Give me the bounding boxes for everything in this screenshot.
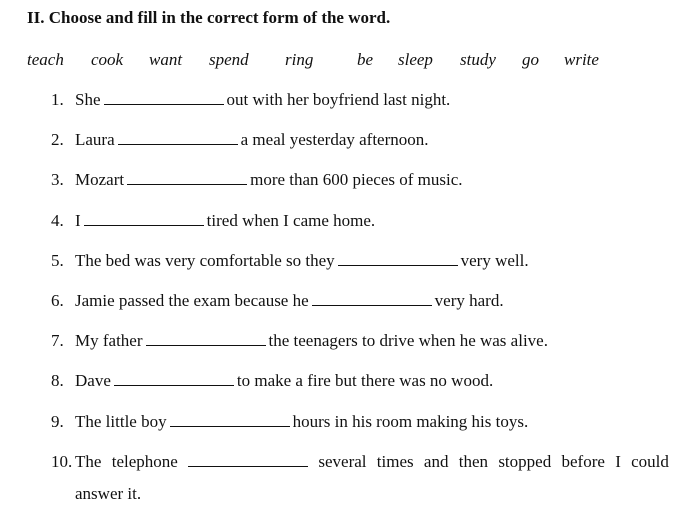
item-number: 7. [51, 331, 64, 350]
item-sentence [75, 251, 529, 271]
item-sentence [75, 412, 528, 432]
sentence-end: a meal yesterday afternoon. [240, 130, 429, 149]
sentence-start: Dave [75, 371, 111, 390]
item-sentence [75, 331, 548, 351]
sentence-end: more than 600 pieces of music. [250, 170, 463, 189]
item-sentence [75, 291, 504, 311]
answer-blank[interactable] [188, 452, 308, 467]
sentence-word: The [75, 452, 102, 471]
word-bank-item: spend [209, 50, 249, 69]
answer-blank[interactable] [338, 251, 458, 266]
item-number: 2. [51, 130, 64, 149]
item-sentence-line-2: answer it. [75, 484, 142, 503]
item-number: 9. [51, 412, 64, 431]
sentence-end: hours in his room making his toys. [292, 412, 529, 431]
sentence-start: Mozart [75, 170, 125, 189]
sentence-start: Laura [75, 130, 115, 149]
sentence-word: could [631, 452, 669, 471]
word-bank-item: write [564, 50, 599, 69]
sentence-end: to make a fire but there was no wood. [236, 371, 494, 390]
word-bank-item: cook [91, 50, 124, 69]
item-number: 10. [51, 452, 73, 471]
answer-blank[interactable] [84, 211, 204, 226]
item-sentence [75, 130, 429, 150]
item-number: 1. [51, 90, 64, 109]
sentence-start: I [75, 211, 81, 230]
sentence-start: She [75, 90, 101, 109]
item-number: 5. [51, 251, 64, 270]
item-sentence [75, 170, 463, 190]
word-bank [0, 50, 700, 72]
item-sentence [75, 211, 375, 231]
sentence-end: out with her boyfriend last night. [226, 90, 451, 109]
sentence-start: My father [75, 331, 143, 350]
sentence-start: Jamie passed the exam because he [75, 291, 309, 310]
item-sentence-line-1 [75, 452, 669, 472]
sentence-end: very well. [460, 251, 529, 270]
sentence-end: the teenagers to drive when he was alive. [268, 331, 548, 350]
sentence-end: tired when I came home. [206, 211, 376, 230]
sentence-word: telephone [111, 452, 178, 471]
item-number: 6. [51, 291, 64, 310]
answer-blank[interactable] [104, 90, 224, 105]
sentence-word: stopped [498, 452, 552, 471]
word-bank-item: teach [27, 50, 64, 69]
item-sentence [75, 371, 493, 391]
sentence-word: before [561, 452, 605, 471]
item-number: 4. [51, 211, 64, 230]
word-bank-item: sleep [398, 50, 433, 69]
sentence-end: very hard. [434, 291, 504, 310]
word-bank-item: want [149, 50, 183, 69]
sentence-start: The little boy [75, 412, 167, 431]
item-number: 8. [51, 371, 64, 390]
sentence-word: and [423, 452, 449, 471]
word-bank-item: study [460, 50, 496, 69]
word-bank-item: be [357, 50, 374, 69]
sentence-word: times [376, 452, 414, 471]
sentence-word: I [615, 452, 621, 471]
answer-blank[interactable] [170, 412, 290, 427]
word-bank-item: go [522, 50, 539, 69]
answer-blank[interactable] [146, 331, 266, 346]
sentence-start: The bed was very comfortable so they [75, 251, 335, 270]
answer-blank[interactable] [127, 170, 247, 185]
item-number: 3. [51, 170, 64, 189]
answer-blank[interactable] [118, 130, 238, 145]
answer-blank[interactable] [114, 371, 234, 386]
sentence-word: then [458, 452, 489, 471]
item-sentence [75, 90, 450, 110]
exercise-heading: II. Choose and fill in the correct form of the word. [27, 8, 391, 27]
answer-blank[interactable] [312, 291, 432, 306]
sentence-word: several [318, 452, 367, 471]
word-bank-item: ring [285, 50, 314, 69]
